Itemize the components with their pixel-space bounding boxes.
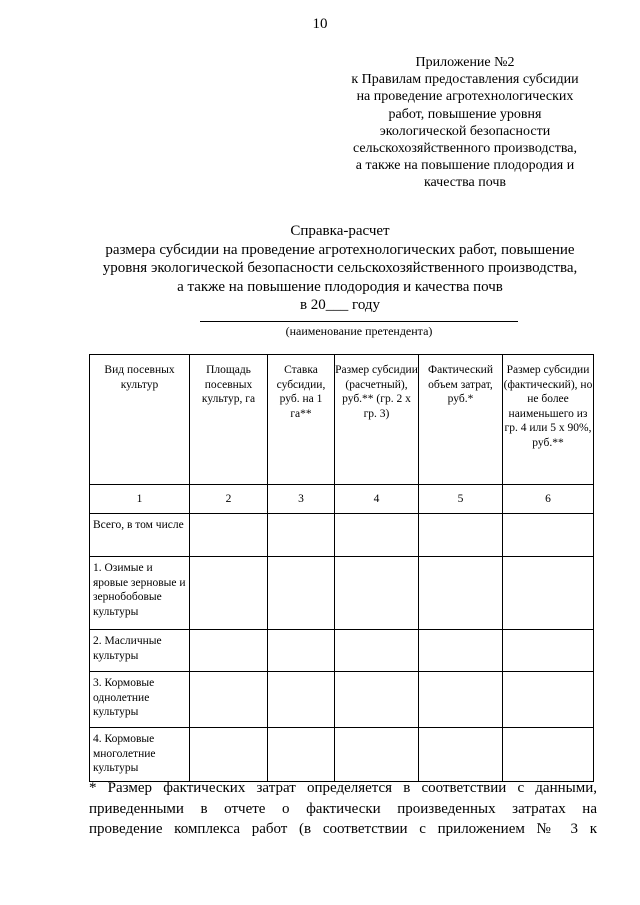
row-label-grain: 1. Озимые и яровые зерновые и зернобобовые культуры	[90, 557, 190, 630]
footnote-line: * Размер фактических затрат определяется в соответствии с данными,	[89, 780, 597, 796]
table-cell[interactable]	[335, 728, 419, 782]
table-header-row	[90, 355, 594, 485]
table-cell[interactable]	[503, 514, 594, 557]
header-estimated-subsidy: Размер субсидии (расчетный), руб.** (гр. 2 х гр. 3)	[335, 355, 419, 485]
table-cell[interactable]	[190, 672, 268, 728]
column-number: 2	[190, 485, 268, 514]
applicant-name-line	[200, 321, 518, 322]
row-label-perennial-forage: 4. Кормовые многолетние культуры	[90, 728, 190, 782]
table-cell[interactable]	[503, 557, 594, 630]
table-cell[interactable]	[335, 514, 419, 557]
header-actual-costs: Фактический объем затрат, руб.*	[419, 355, 503, 485]
table-cell[interactable]	[419, 630, 503, 672]
footnote-line: проведение комплекса работ (в соответствии с приложением № 3 к	[89, 821, 597, 837]
column-number: 1	[90, 485, 190, 514]
table-cell[interactable]	[335, 557, 419, 630]
table-cell[interactable]	[190, 630, 268, 672]
title-year-line: в 20___ году	[299, 297, 381, 313]
appendix-line: работ, повышение уровня	[388, 106, 542, 122]
appendix-line: на проведение агротехнологических	[356, 89, 574, 105]
header-crop-type: Вид посевных культур	[90, 355, 190, 485]
table-cell[interactable]	[503, 672, 594, 728]
title-heading: Справка-расчет	[290, 223, 390, 239]
table-cell[interactable]	[335, 672, 419, 728]
table-cell[interactable]	[268, 557, 335, 630]
table-row	[90, 557, 594, 630]
table-cell[interactable]	[268, 514, 335, 557]
column-number: 4	[335, 485, 419, 514]
header-rate: Ставка субсидии, руб. на 1 га**	[268, 355, 335, 485]
document-title	[40, 222, 640, 315]
table-row	[90, 672, 594, 728]
table-cell[interactable]	[190, 557, 268, 630]
table-cell[interactable]	[190, 728, 268, 782]
page-number: 10	[312, 16, 328, 32]
title-line: уровня экологической безопасности сельскохозяйственного производства,	[102, 260, 578, 276]
column-number: 6	[503, 485, 594, 514]
header-area: Площадь посевных культур, га	[190, 355, 268, 485]
appendix-line: качества почв	[423, 175, 507, 191]
table-row	[90, 728, 594, 782]
row-label-oilseed: 2. Масличные культуры	[90, 630, 190, 672]
row-label-total: Всего, в том числе	[90, 514, 190, 557]
table-cell[interactable]	[419, 557, 503, 630]
table-cell[interactable]	[335, 630, 419, 672]
table-cell[interactable]	[503, 630, 594, 672]
appendix-line: а также на повышение плодородия и	[355, 158, 575, 174]
appendix-line: к Правилам предоставления субсидии	[351, 72, 579, 88]
footnote-line: приведенными в отчете о фактически произведенных затратах на	[89, 800, 597, 817]
footnote	[89, 778, 597, 840]
table-cell[interactable]	[503, 728, 594, 782]
column-number: 5	[419, 485, 503, 514]
column-number: 3	[268, 485, 335, 514]
table-cell[interactable]	[190, 514, 268, 557]
table-cell[interactable]	[268, 672, 335, 728]
applicant-caption: (наименование претендента)	[285, 324, 433, 338]
table-cell[interactable]	[419, 728, 503, 782]
table-cell[interactable]	[268, 728, 335, 782]
appendix-reference	[300, 54, 630, 192]
table-cell[interactable]	[419, 514, 503, 557]
header-actual-subsidy: Размер субсидии (фактический), но не более наименьшего из гр. 4 или 5 х 90%, руб.**	[503, 355, 594, 485]
table-row	[90, 514, 594, 557]
title-line: размера субсидии на проведение агротехнологических работ, повышение	[105, 241, 575, 258]
row-label-annual-forage: 3. Кормовые однолетние культуры	[90, 672, 190, 728]
table-cell[interactable]	[419, 672, 503, 728]
column-number-row	[90, 485, 594, 514]
appendix-line: экологической безопасности	[379, 123, 551, 139]
table-row	[90, 630, 594, 672]
table-cell[interactable]	[268, 630, 335, 672]
appendix-line: сельскохозяйственного производства,	[352, 141, 578, 157]
appendix-line: Приложение №2	[415, 55, 515, 70]
title-line: а также на повышение плодородия и качества почв	[177, 278, 503, 295]
subsidy-calculation-table	[89, 354, 594, 782]
